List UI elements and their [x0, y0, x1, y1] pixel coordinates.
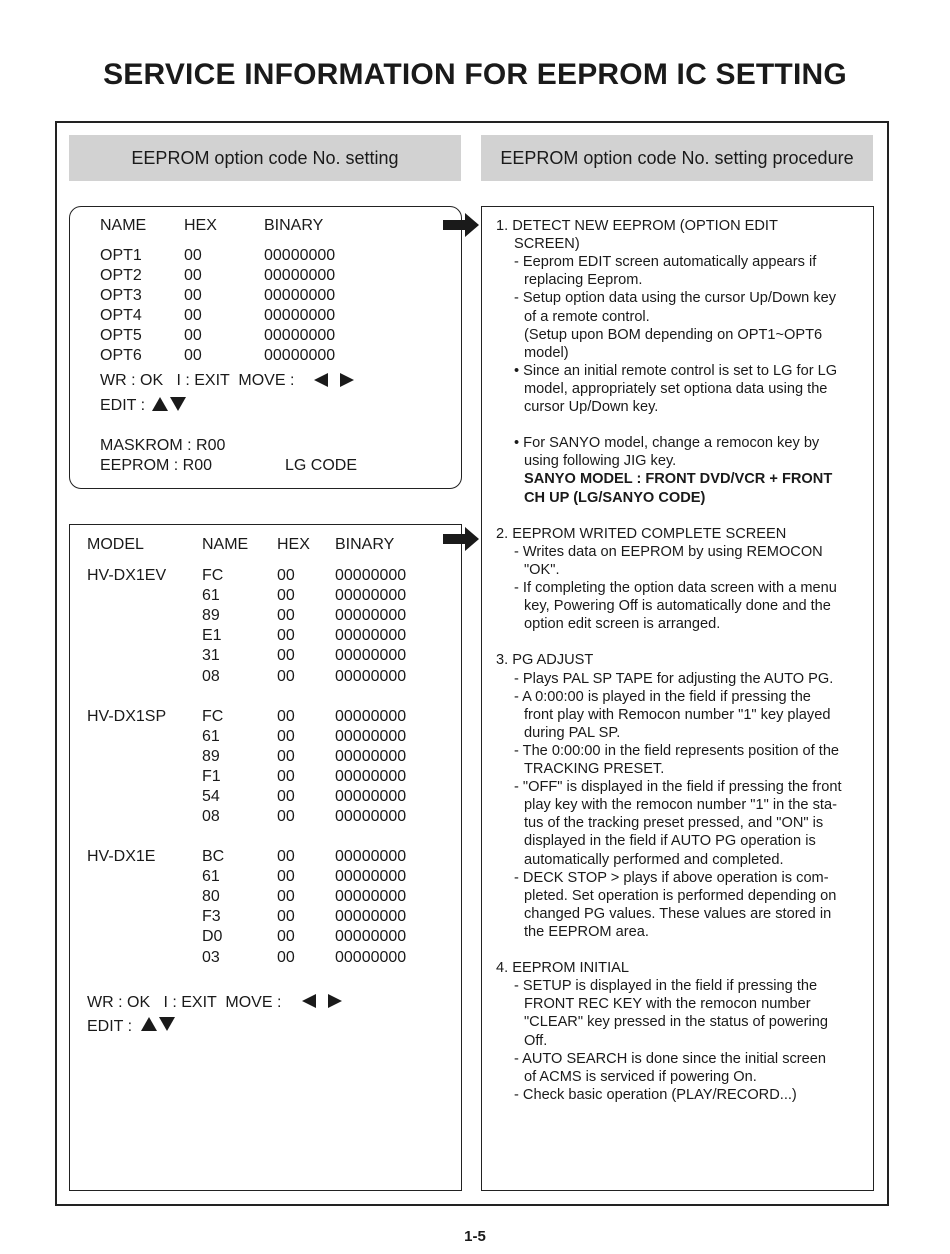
table-cell: 00 — [184, 327, 202, 344]
procedure-line: (Setup upon BOM depending on OPT1~OPT6 — [524, 326, 823, 343]
left-right-arrows-icon — [314, 372, 354, 388]
procedure-line: - Setup option data using the cursor Up/Down key — [514, 290, 837, 307]
table-cell: 00 — [277, 767, 295, 785]
table-cell: 00 — [184, 347, 202, 364]
table-cell: 61 — [202, 727, 220, 745]
table-cell: 00000000 — [335, 587, 407, 605]
maskrom-version: MASKROM : R00 — [100, 437, 226, 454]
procedure-line: key, Powering Off is automatically done and the — [524, 598, 831, 615]
procedure-line: tus of the tracking preset pressed, and "ON" is — [524, 815, 824, 832]
table-cell: 00000000 — [264, 327, 336, 344]
column-header: HEX — [277, 536, 310, 553]
column-header: BINARY — [335, 536, 395, 553]
procedure-line: - "OFF" is displayed in the field if pressing the front — [514, 779, 842, 796]
up-down-arrows-icon — [141, 1016, 175, 1032]
table-cell: 00 — [277, 908, 295, 926]
procedure-line: SCREEN) — [514, 236, 580, 253]
table-cell: F3 — [202, 908, 221, 926]
table-cell: OPT3 — [100, 287, 142, 304]
procedure-line: Off. — [524, 1032, 548, 1049]
procedure-line: of ACMS is serviced if powering On. — [524, 1068, 757, 1085]
key-help: WR : OK I : EXIT MOVE : — [87, 994, 282, 1011]
table-cell: 00000000 — [335, 707, 407, 725]
procedure-line: CH UP (LG/SANYO CODE) — [524, 489, 706, 506]
table-cell: OPT6 — [100, 347, 142, 364]
procedure-line: using following JIG key. — [524, 453, 677, 470]
table-cell: 00 — [277, 707, 295, 725]
procedure-line: option edit screen is arranged. — [524, 616, 721, 633]
procedure-line: play key with the remocon number "1" in the sta- — [524, 797, 837, 814]
procedure-line: - DECK STOP > plays if above operation is com- — [514, 869, 829, 886]
code-type: LG CODE — [285, 457, 358, 474]
table-cell: 00000000 — [264, 307, 336, 324]
procedure-line: the EEPROM area. — [524, 923, 649, 940]
table-cell: 00 — [277, 948, 295, 966]
procedure-line: displayed in the field if AUTO PG operation is — [524, 833, 816, 850]
table-cell: BC — [202, 848, 225, 865]
table-cell: 00000000 — [264, 247, 336, 264]
table-cell: 03 — [202, 948, 220, 966]
table-cell: 00000000 — [264, 267, 336, 284]
table-cell: 08 — [202, 808, 220, 825]
procedure-line: model, appropriately set optiona data using the — [524, 380, 828, 397]
table-cell: FC — [202, 707, 224, 725]
table-cell: 00000000 — [335, 948, 407, 966]
model-name: HV-DX1EV — [87, 567, 167, 584]
table-cell: 00 — [184, 247, 202, 264]
procedure-line: - The 0:00:00 in the field represents position of the — [514, 742, 840, 759]
table-cell: 00000000 — [335, 888, 407, 906]
table-cell: 00000000 — [335, 667, 407, 685]
table-cell: 00000000 — [335, 647, 407, 665]
procedure-line: "CLEAR" key pressed in the status of powering — [524, 1014, 829, 1031]
table-cell: 00 — [277, 607, 295, 625]
table-cell: OPT1 — [100, 247, 142, 264]
procedure-line: changed PG values. These values are stored in — [524, 905, 832, 922]
table-cell: 00000000 — [335, 567, 407, 584]
procedure-line: TRACKING PRESET. — [524, 761, 665, 777]
procedure-line: - A 0:00:00 is played in the field if pressing the — [514, 688, 811, 705]
procedure-line: replacing Eeprom. — [524, 272, 643, 289]
procedure-line: - If completing the option data screen with a menu — [514, 580, 837, 596]
table-cell: 89 — [202, 747, 220, 765]
table-cell: 00 — [277, 727, 295, 745]
table-cell: 00000000 — [335, 767, 407, 785]
table-cell: F1 — [202, 767, 221, 785]
edit-help: EDIT : — [87, 1018, 133, 1035]
right-section-header: EEPROM option code No. setting procedure — [481, 135, 873, 181]
procedure-line: - Writes data on EEPROM by using REMOCON — [514, 543, 823, 560]
procedure-line: "OK". — [524, 561, 560, 578]
procedure-line: model) — [524, 344, 569, 361]
table-cell: D0 — [202, 928, 223, 946]
arrow-right-icon — [443, 527, 479, 551]
table-cell: 00000000 — [335, 928, 407, 946]
table-cell: 00 — [277, 587, 295, 605]
column-header: BINARY — [264, 217, 324, 234]
table-cell: 00000000 — [335, 787, 407, 805]
procedure-line: FRONT REC KEY with the remocon number — [524, 996, 811, 1013]
procedure-line: - AUTO SEARCH is done since the initial screen — [514, 1050, 827, 1067]
procedure-line: front play with Remocon number "1" key played — [524, 706, 831, 723]
table-cell: 00 — [277, 667, 295, 685]
model-name: HV-DX1SP — [87, 707, 167, 725]
table-cell: E1 — [202, 627, 222, 645]
procedure-line: • Since an initial remote control is set to LG for LG — [514, 362, 838, 379]
table-cell: 00000000 — [335, 727, 407, 745]
table-cell: 00 — [277, 868, 295, 886]
up-down-arrows-icon — [152, 396, 186, 412]
table-cell: OPT2 — [100, 267, 142, 284]
table-cell: 00 — [277, 888, 295, 906]
table-cell: FC — [202, 567, 224, 584]
table-cell: 00 — [277, 627, 295, 645]
procedure-line: - Eeprom EDIT screen automatically appears if — [514, 254, 817, 271]
table-cell: 54 — [202, 787, 220, 805]
table-cell: 00000000 — [264, 287, 336, 304]
table-cell: 00 — [277, 787, 295, 805]
table-cell: 00000000 — [335, 607, 407, 625]
procedure-line: 2. EEPROM WRITED COMPLETE SCREEN — [496, 525, 787, 542]
table-cell: 00 — [277, 647, 295, 665]
column-header: NAME — [100, 217, 147, 234]
table-cell: 31 — [202, 647, 220, 665]
procedure-line: 1. DETECT NEW EEPROM (OPTION EDIT — [496, 218, 778, 234]
table-cell: OPT5 — [100, 327, 142, 344]
page-title: SERVICE INFORMATION FOR EEPROM IC SETTING — [103, 58, 847, 91]
column-header: MODEL — [87, 536, 144, 553]
table-cell: 00000000 — [335, 848, 407, 865]
procedure-line: - SETUP is displayed in the field if pressing the — [514, 978, 818, 995]
procedure-line: 3. PG ADJUST — [496, 652, 594, 669]
table-cell: 80 — [202, 888, 220, 906]
eeprom-version: EEPROM : R00 — [100, 457, 213, 474]
table-cell: 00 — [184, 287, 202, 304]
table-cell: 61 — [202, 868, 220, 886]
column-header: HEX — [184, 217, 217, 234]
table-cell: 89 — [202, 607, 220, 625]
edit-help: EDIT : — [100, 397, 146, 414]
table-cell: 00 — [277, 747, 295, 765]
table-cell: 00 — [277, 808, 295, 825]
table-cell: 00 — [277, 848, 295, 865]
procedure-line: of a remote control. — [524, 308, 650, 325]
column-header: NAME — [202, 536, 249, 553]
procedure-line: SANYO MODEL : FRONT DVD/VCR + FRONT — [524, 471, 833, 488]
procedure-line: pleted. Set operation is performed depending on — [524, 887, 837, 904]
table-cell: 00000000 — [264, 347, 336, 364]
table-cell: 00 — [277, 928, 295, 946]
table-cell: 00000000 — [335, 808, 407, 825]
table-cell: 00000000 — [335, 627, 407, 645]
procedure-line: during PAL SP. — [524, 724, 621, 741]
arrow-right-icon — [443, 213, 479, 237]
table-cell: 00 — [184, 307, 202, 324]
model-name: HV-DX1E — [87, 848, 156, 865]
procedure-line: 4. EEPROM INITIAL — [496, 960, 629, 977]
procedure-line: automatically performed and completed. — [524, 851, 784, 868]
key-help: WR : OK I : EXIT MOVE : — [100, 372, 295, 389]
page-number: 1-5 — [464, 1228, 486, 1245]
left-section-header: EEPROM option code No. setting — [69, 135, 461, 181]
procedure-line: - Check basic operation (PLAY/RECORD...) — [514, 1086, 797, 1103]
procedure-line: - Plays PAL SP TAPE for adjusting the AUTO PG. — [514, 670, 834, 687]
table-cell: 00000000 — [335, 908, 407, 926]
table-cell: 00 — [277, 567, 295, 584]
table-cell: OPT4 — [100, 307, 142, 324]
table-cell: 08 — [202, 667, 220, 685]
procedure-line: • For SANYO model, change a remocon key by — [514, 435, 820, 452]
table-cell: 61 — [202, 587, 220, 605]
procedure-line: cursor Up/Down key. — [524, 399, 659, 415]
table-cell: 00000000 — [335, 747, 407, 765]
left-right-arrows-icon — [302, 993, 342, 1009]
table-cell: 00 — [184, 267, 202, 284]
table-cell: 00000000 — [335, 868, 407, 886]
